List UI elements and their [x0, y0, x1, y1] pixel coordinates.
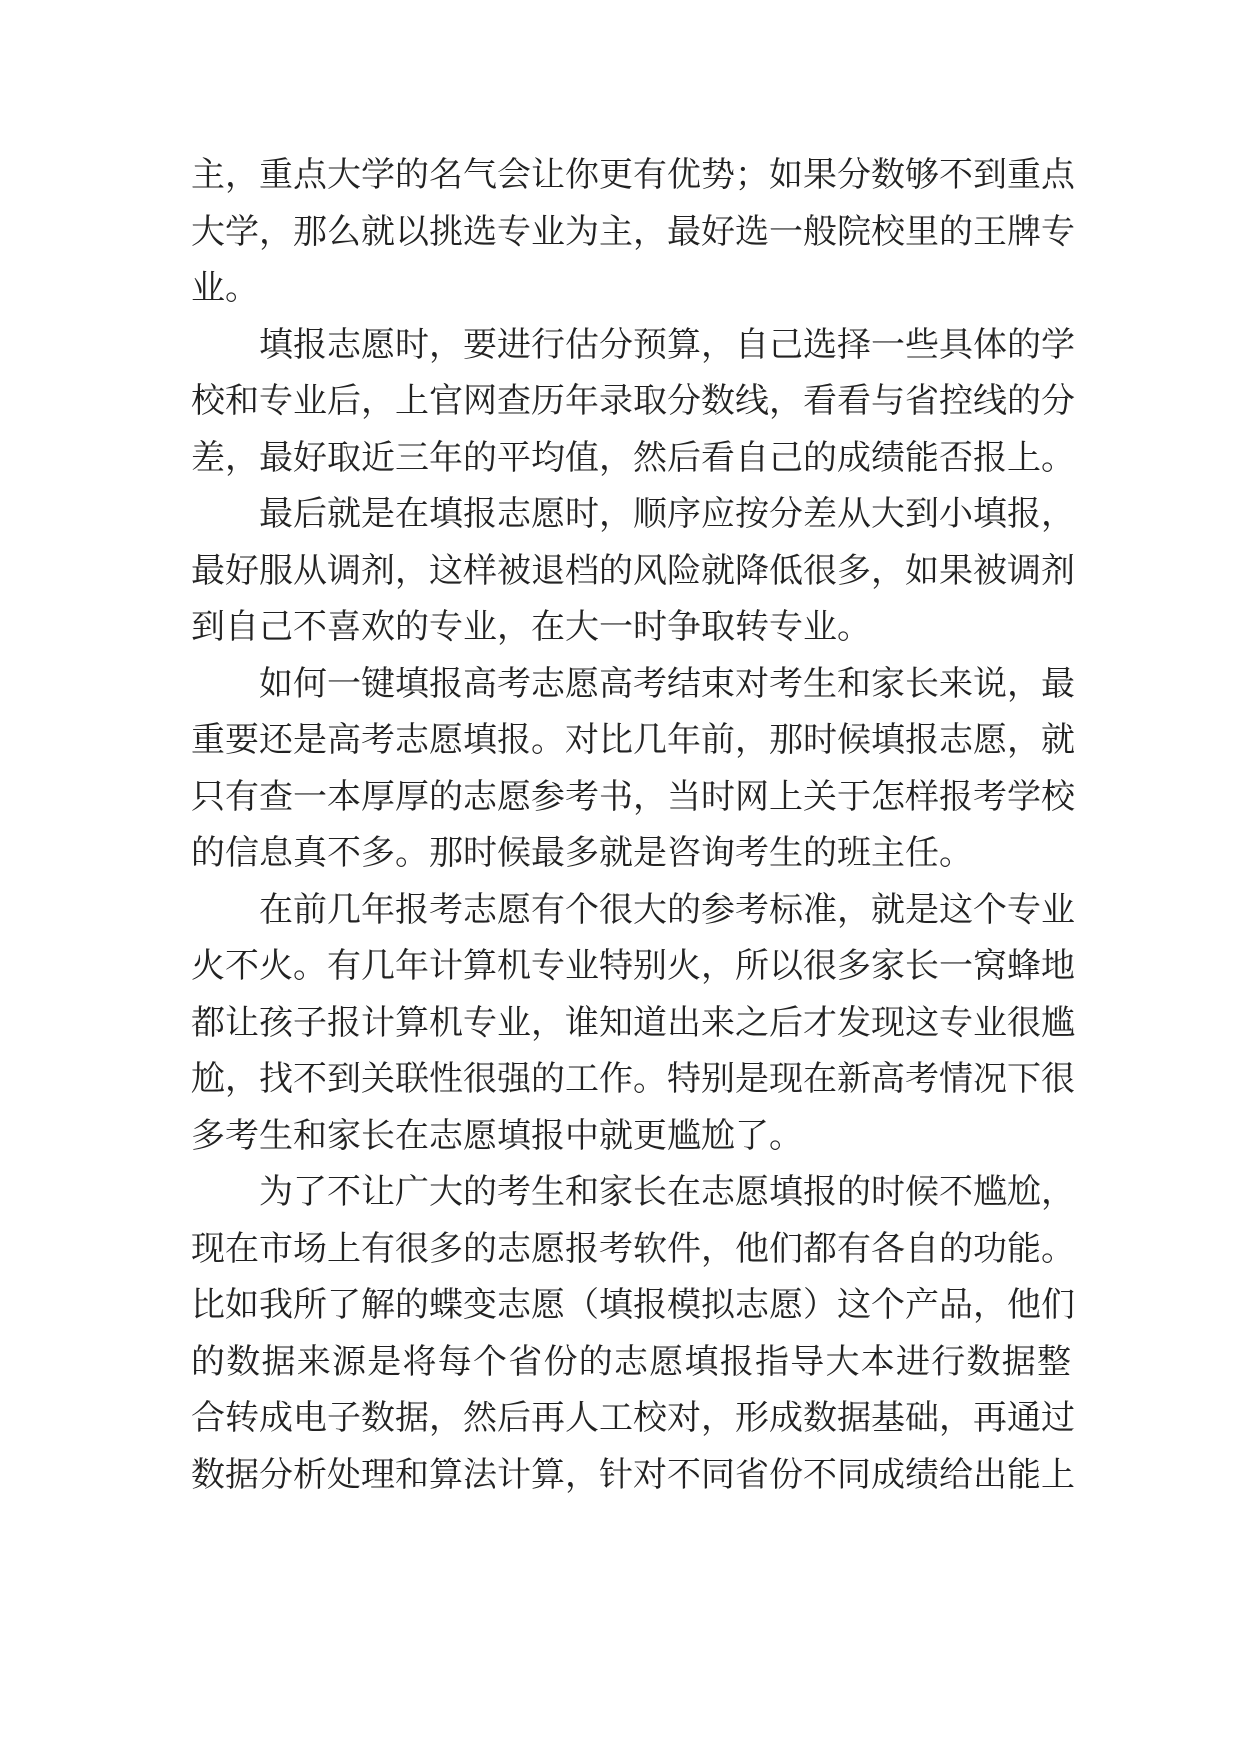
text-line: 主，重点大学的名气会让你更有优势；如果分数够不到重点 — [191, 155, 1075, 195]
text-line: 都让孩子报计算机专业，谁知道出来之后才发现这专业很尴 — [191, 1002, 1075, 1043]
paragraph-first-line: 最后就是在填报志愿时，顺序应按分差从大到小填报， — [259, 494, 1075, 534]
text-line: 业。 — [191, 268, 259, 308]
text-line: 最好服从调剂，这样被退档的风险就降低很多，如果被调剂 — [191, 550, 1075, 591]
text-line: 差，最好取近三年的平均值，然后看自己的成绩能否报上。 — [191, 437, 1075, 478]
paragraph-first-line: 填报志愿时，要进行估分预算，自己选择一些具体的学 — [259, 324, 1075, 365]
text-line: 大学，那么就以挑选专业为主，最好选一般院校里的王牌专 — [191, 211, 1075, 252]
text-line: 数据分析处理和算法计算，针对不同省份不同成绩给出能上 — [191, 1454, 1075, 1495]
text-line: 校和专业后，上官网查历年录取分数线，看看与省控线的分 — [191, 381, 1075, 421]
text-line: 多考生和家长在志愿填报中就更尴尬了。 — [191, 1115, 803, 1156]
text-line: 重要还是高考志愿填报。对比几年前，那时候填报志愿，就 — [191, 720, 1075, 760]
body-text — [191, 147, 1075, 1503]
text-line: 的信息真不多。那时候最多就是咨询考生的班主任。 — [191, 833, 973, 873]
text-line: 只有查一本厚厚的志愿参考书，当时网上关于怎样报考学校 — [191, 776, 1075, 817]
text-line: 现在市场上有很多的志愿报考软件，他们都有各自的功能。 — [191, 1228, 1075, 1269]
text-line: 合转成电子数据，然后再人工校对，形成数据基础，再通过 — [191, 1398, 1075, 1438]
paragraph-first-line: 为了不让广大的考生和家长在志愿填报的时候不尴尬， — [259, 1172, 1075, 1212]
text-line: 尬，找不到关联性很强的工作。特别是现在新高考情况下很 — [191, 1059, 1075, 1099]
paragraph-first-line: 在前几年报考志愿有个很大的参考标准，就是这个专业 — [259, 889, 1075, 930]
text-line: 的数据来源是将每个省份的志愿填报指导大本进行数据整 — [191, 1341, 1071, 1382]
paragraph-first-line: 如何一键填报高考志愿高考结束对考生和家长来说，最 — [259, 663, 1075, 704]
text-line: 到自己不喜欢的专业，在大一时争取转专业。 — [191, 607, 871, 647]
text-line: 比如我所了解的蝶变志愿（填报模拟志愿）这个产品，他们 — [191, 1285, 1075, 1325]
text-line: 火不火。有几年计算机专业特别火，所以很多家长一窝蜂地 — [191, 946, 1075, 986]
